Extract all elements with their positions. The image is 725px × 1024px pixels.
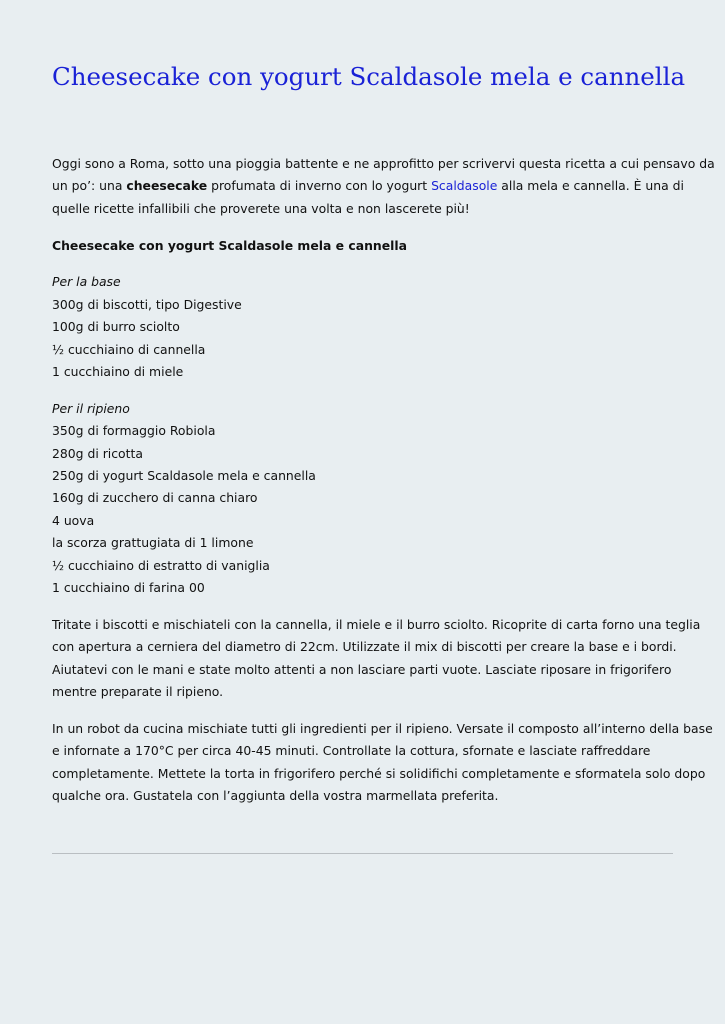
intro-line: [52, 175, 684, 197]
step-line: Tritate i biscotti e mischiateli con la cannella, il miele e il burro sciolto. Ricoprite di carta forno una teglia: [52, 616, 701, 632]
scaldasole-link[interactable]: Scaldasole: [431, 178, 498, 194]
filling-section-title: Per il ripieno: [52, 400, 130, 416]
page-title: Cheesecake con yogurt Scaldasole mela e cannella: [52, 62, 686, 91]
step-line: con apertura a cerniera del diametro di 22cm. Utilizzate il mix di biscotti per creare la base e i bordi.: [52, 639, 677, 655]
cheesecake-bold-text: cheesecake: [126, 178, 208, 194]
step-line: In un robot da cucina mischiate tutti gli ingredienti per il ripieno. Versate il composto all’interno della base: [52, 720, 713, 736]
base-section: [52, 271, 677, 383]
ingredient-item: 1 cucchiaino di farina 00: [52, 580, 205, 596]
ingredient-item: 1 cucchiaino di miele: [52, 364, 184, 380]
step-paragraph-base: [52, 614, 701, 704]
ingredient-item: 300g di biscotti, tipo Digestive: [52, 296, 242, 312]
recipe-heading: Cheesecake con yogurt Scaldasole mela e cannella: [52, 237, 407, 253]
base-section-title: Per la base: [52, 274, 121, 290]
step-line: completamente. Mettete la torta in frigorifero perché si solidifichi completamente e sformatela solo dopo: [52, 765, 706, 781]
intro-text: un po’: una: [52, 178, 127, 194]
step-line: Aiutatevi con le mani e state molto attenti a non lasciare parti vuote. Lasciate riposare in frigorifero: [52, 661, 672, 677]
ingredient-item: 350g di formaggio Robiola: [52, 423, 216, 439]
ingredient-item: 4 uova: [52, 512, 95, 528]
intro-paragraph: [52, 153, 715, 220]
ingredient-item: 100g di burro sciolto: [52, 319, 180, 335]
filling-section: [52, 398, 677, 600]
ingredient-item: ½ cucchiaino di estratto di vaniglia: [52, 557, 270, 573]
ingredient-item: 160g di zucchero di canna chiaro: [52, 490, 258, 506]
step-line: e infornate a 170°C per circa 40-45 minuti. Controllate la cottura, sfornate e lasciate raffreddare: [52, 743, 651, 759]
ingredient-item: ½ cucchiaino di cannella: [52, 341, 206, 357]
footer-divider: [52, 853, 673, 854]
intro-text: alla mela e cannella. È una di: [497, 178, 684, 194]
step-line: mentre preparate il ripieno.: [52, 684, 224, 700]
ingredient-item: 250g di yogurt Scaldasole mela e cannella: [52, 468, 316, 484]
intro-text: profumata di inverno con lo yogurt: [207, 178, 432, 194]
step-paragraph-filling: [52, 718, 713, 808]
step-line: qualche ora. Gustatela con l’aggiunta della vostra marmellata preferita.: [52, 788, 499, 804]
ingredient-item: 280g di ricotta: [52, 445, 143, 461]
intro-line: Oggi sono a Roma, sotto una pioggia battente e ne approfitto per scrivervi questa ricetta a cui pensavo da: [52, 156, 715, 171]
ingredient-item: la scorza grattugiata di 1 limone: [52, 535, 254, 551]
article-body: [52, 153, 715, 822]
intro-line: quelle ricette infallibili che proverete una volta e non lascerete più!: [52, 200, 470, 216]
